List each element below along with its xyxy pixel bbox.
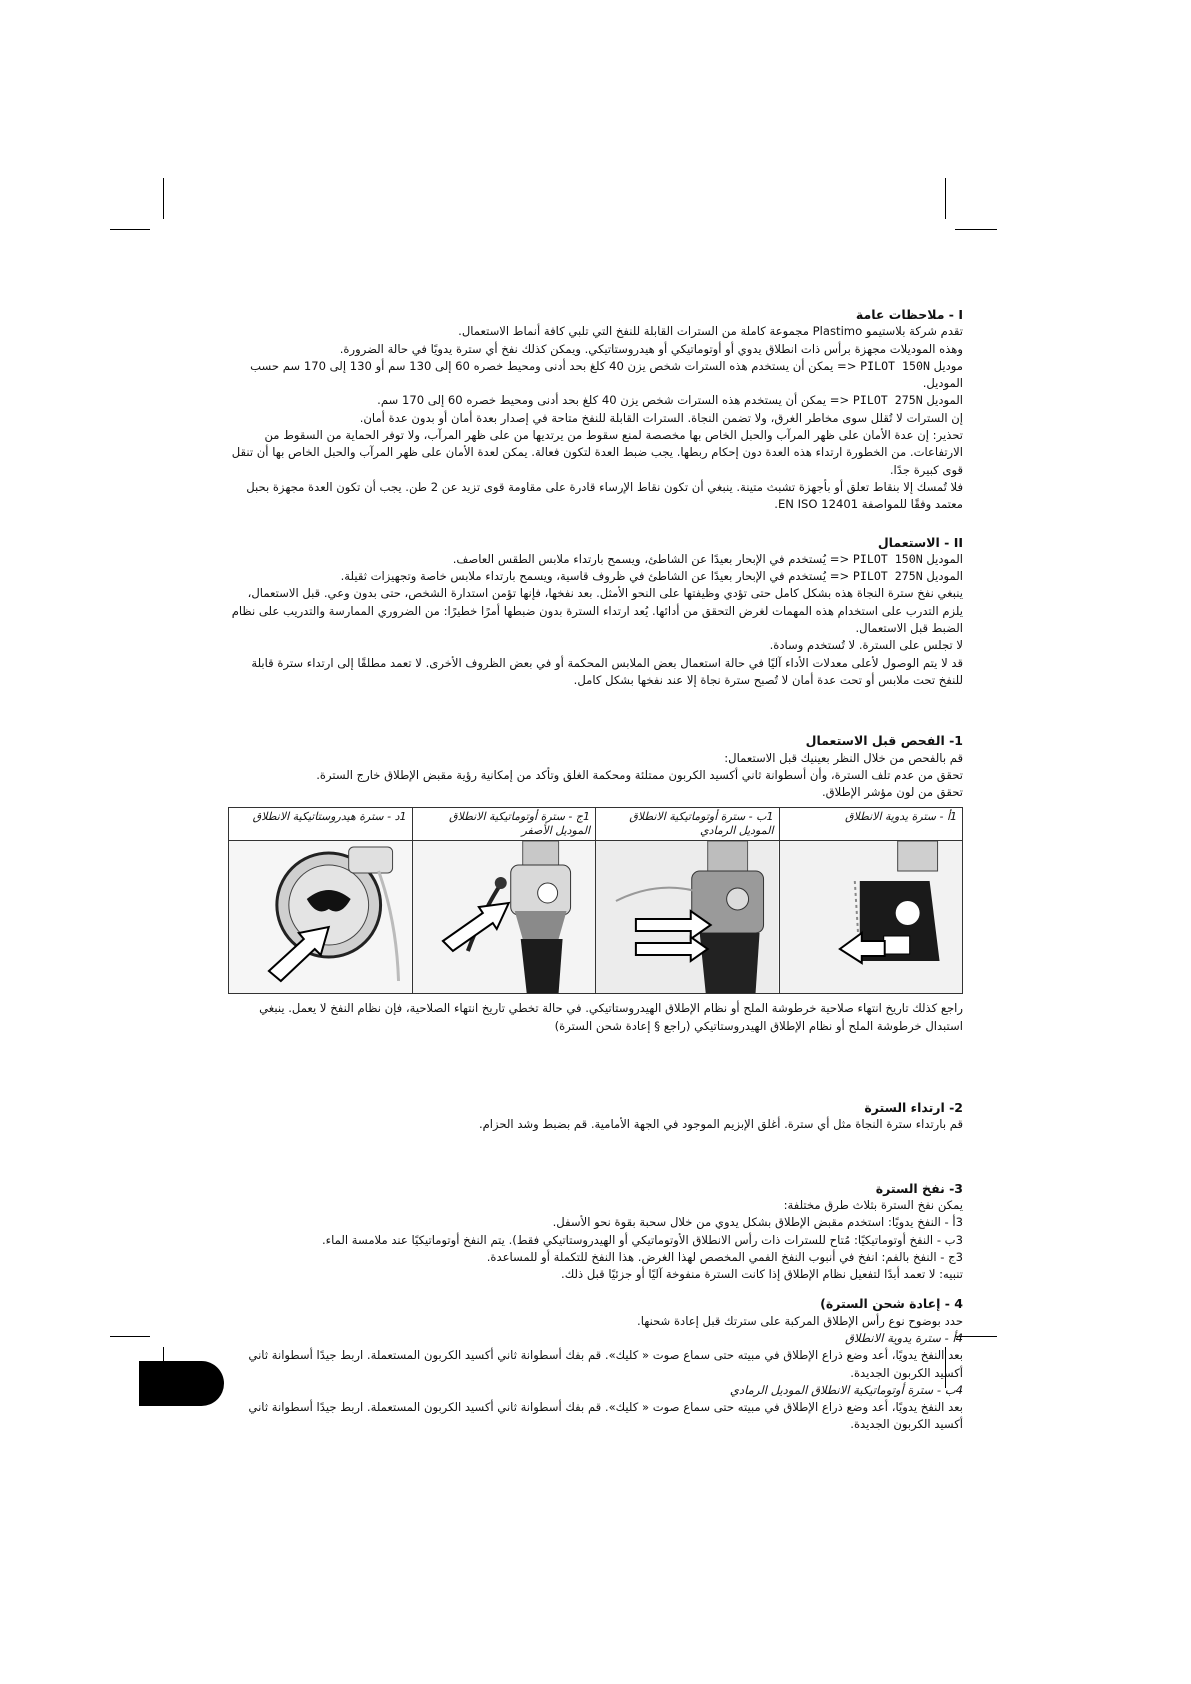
paragraph: تحقق من عدم تلف السترة، وأن أسطوانة ثاني أكسيد الكربون ممتلئة ومحكمة الغلق وتأكد من إمكانية رؤية مقبض الإطلاق خارج السترة. xyxy=(316,767,963,782)
paragraph: يمكن نفخ السترة بثلاث طرق مختلفة: xyxy=(783,1197,963,1212)
paragraph: قم بالفحص من خلال النظر بعينيك قبل الاستعمال: xyxy=(724,750,963,765)
usage-150-line xyxy=(228,551,963,568)
model-text: <= يمكن أن يستخدم هذه السترات شخص يزن 40 كلغ بحد أدنى ومحيط خصره 60 إلى 170 سم. xyxy=(377,393,850,408)
model-lead: موديل xyxy=(933,358,963,373)
crop-mark xyxy=(110,1336,150,1337)
manual-release-head-image xyxy=(780,841,963,993)
crop-mark xyxy=(163,178,164,219)
model-lead: الموديل xyxy=(926,551,963,566)
figure-cell xyxy=(412,808,596,994)
subheading: 4ب - سترة أوتوماتيكية الانطلاق الموديل الرمادي xyxy=(729,1382,963,1397)
model-text: <= يُستخدم في الإبحار بعيدًا عن الشاطئ، ويسمح بارتداء ملابس الطقس العاصف. xyxy=(452,551,850,566)
figure-cell xyxy=(229,808,413,994)
paragraph: 3ب - النفخ أوتوماتيكيًا: مُتاح للسترات ذات رأس الانطلاق الأوتوماتيكي أو الهيدروستاتيكي فقط). يتم النفخ أوتوماتيكيًا عند ملامسة الماء. xyxy=(321,1232,963,1247)
hydrostatic-head-image xyxy=(229,841,412,993)
paragraph: لا تجلس على السترة. لا تُستخدم وسادة. xyxy=(769,638,963,653)
model-name: PILOT 275N xyxy=(852,569,923,584)
crop-mark xyxy=(955,229,997,230)
section-heading: 2- ارتداء السترة xyxy=(864,1100,963,1116)
figure-table xyxy=(228,807,963,994)
paragraph: وهذه الموديلات مجهزة برأس ذات انطلاق يدوي أو أوتوماتيكي أو هيدروستاتيكي. ويمكن كذلك نفخ أي سترة يدويًا في حالة الضرورة. xyxy=(339,341,963,356)
paragraph: حدد بوضوح نوع رأس الإطلاق المركبة على سترتك قبل إعادة شحنها. xyxy=(637,1313,963,1328)
model-lead: الموديل xyxy=(926,569,963,584)
figure-caption: 1د - سترة هيدروستاتيكية الانطلاق xyxy=(229,808,412,841)
figure-caption: 1ب - سترة أوتوماتيكية الانطلاق الموديل الرمادي xyxy=(596,808,779,841)
figure-caption: 1أ - سترة يدوية الانطلاق xyxy=(780,808,963,841)
warning-paragraph: تحذير: إن عدة الأمان على ظهر المرآب والحبل الخاص بها مخصصة لمنع سقوط من يرتديها من على ظهر المرآب، ولا توفر الحماية من السقوط من الارتفاعات. من الخطورة ارتداء هذه العدة دون إحكام ربطها. يجب ضبط العدة لتكون فعالة. يمكن لعدة الأمان على ظهر المرآب والحبل الخاص بها أن تنقل قوى كبيرة جدًا. xyxy=(231,428,963,477)
paragraph: فلا تُمسك إلا بنقاط تعلق أو بأجهزة تشبث متينة. ينبغي أن تكون نقاط الإرساء قادرة على مقاومة قوى تزيد عن 2 طن. يجب أن تكون العدة مجهزة بحبل معتمد وفقًا للمواصفة EN ISO 12401. xyxy=(246,479,963,512)
figure-cell xyxy=(779,808,963,994)
paragraph: بعد النفخ يدويًا، أعد وضع ذراع الإطلاق في مبيته حتى سماع صوت « كليك». قم بفك أسطوانة ثاني أكسيد الكربون المستعملة. اربط جيدًا أسطوانة ثاني أكسيد الكربون الجديدة. xyxy=(248,1348,963,1380)
section-heading: 1- الفحص قبل الاستعمال xyxy=(805,733,963,749)
usage-275-line xyxy=(228,568,963,585)
page-tab-marker xyxy=(139,1361,224,1406)
automatic-yellow-head-image xyxy=(413,841,596,993)
section-heading: 3- نفخ السترة xyxy=(875,1180,963,1196)
paragraph: 3ج - النفخ بالفم: انفخ في أنبوب النفخ الفمي المخصص لهذا الغرض. هذا النفخ للتكملة أو للمساعدة. xyxy=(486,1249,963,1264)
model-name: PILOT 275N xyxy=(852,393,923,408)
automatic-grey-head-image xyxy=(596,841,779,993)
paragraph: تقدم شركة بلاستيمو Plastimo مجموعة كاملة من السترات القابلة للنفخ التي تلبي كافة أنماط الاستعمال. xyxy=(458,324,963,339)
paragraph: ينبغي نفخ سترة النجاة هذه بشكل كامل حتى تؤدي وظيفتها على النحو الأمثل. بعد نفخها، فإنها تؤمن استدارة الشخص، حتى بدون وعي. قبل الاستعمال، يلزم التدرب على استخدام هذه المهمات لغرض التحقق من أدائها. يُعد ارتداء السترة بدون ضبطها أمرًا خطيرًا: من الضروري الممارسة والتدريب على نظام الضبط قبل الاستعمال. xyxy=(231,586,963,636)
paragraph: تحقق من لون مؤشر الإطلاق. xyxy=(821,785,963,800)
paragraph: قد لا يتم الوصول لأعلى معدلات الأداء آليًا في حالة استعمال بعض الملابس المحكمة أو في بعض الظروف الأخرى. لا تعمد مطلقًا إلى ارتداء سترة قابلة للنفخ تحت ملابس أو تحت عدة أمان لا تُصبح سترة نجاة إلا عند نفخها بشكل كامل. xyxy=(251,655,963,687)
paragraph: قم بارتداء سترة النجاة مثل أي سترة. أغلق الإبزيم الموجود في الجهة الأمامية. قم بضبط وشد الحزام. xyxy=(478,1117,963,1132)
paragraph: تنبيه: لا تعمد أبدًا لتفعيل نظام الإطلاق إذا كانت السترة منفوخة آليًا أو جزئيًا قبل ذلك. xyxy=(561,1267,963,1282)
model-name: PILOT 150N xyxy=(852,551,923,566)
crop-mark xyxy=(945,178,946,219)
section-heading: 4 - إعادة شحن السترة) xyxy=(820,1296,963,1312)
model-text: <= يمكن أن يستخدم هذه السترات شخص يزن 40 كلغ بحد أدنى ومحيط خصره 60 إلى 130 سم أو 130 إلى 170 سم حسب الموديل. xyxy=(250,358,963,391)
model-lead: الموديل xyxy=(926,393,963,408)
figure-caption: 1ج - سترة أوتوماتيكية الانطلاق الموديل الأصفر xyxy=(413,808,596,841)
section-heading: I - ملاحظات عامة xyxy=(855,307,963,322)
crop-mark xyxy=(110,229,150,230)
paragraph: راجع كذلك تاريخ انتهاء صلاحية خرطوشة الملح أو نظام الإطلاق الهيدروستاتيكي. في حالة تخطي تاريخ انتهاء الصلاحية، فإن نظام النفخ لا يعمل. ينبغي استبدال خرطوشة الملح أو نظام الإطلاق الهيدروستاتيكي (راجع § إعادة شحن السترة) xyxy=(259,1001,963,1033)
paragraph: 3أ - النفخ يدويًا: استخدم مقبض الإطلاق بشكل يدوي من خلال سحبة بقوة نحو الأسفل. xyxy=(552,1215,963,1230)
figure-cell xyxy=(596,808,780,994)
paragraph: إن السترات لا تُقلل سوى مخاطر الغرق، ولا تضمن النجاة. السترات القابلة للنفخ متاحة في إصدار بعدة أمان أو بدون عدة أمان. xyxy=(359,410,963,425)
model-name: PILOT 150N xyxy=(860,358,930,373)
paragraph: بعد النفخ يدويًا، أعد وضع ذراع الإطلاق في مبيته حتى سماع صوت « كليك». قم بفك أسطوانة ثاني أكسيد الكربون المستعملة. اربط جيدًا أسطوانة ثاني أكسيد الكربون الجديدة. xyxy=(248,1400,963,1432)
document-body xyxy=(228,306,963,1434)
subheading: 4أ - سترة يدوية الانطلاق xyxy=(844,1330,963,1345)
model-150-line xyxy=(228,358,963,393)
section-heading: II - الاستعمال xyxy=(877,534,963,550)
model-text: <= يُستخدم في الإبحار بعيدًا عن الشاطئ في ظروف قاسية، ويسمح بارتداء ملابس خاصة وتجهيزات ثقيلة. xyxy=(340,569,850,584)
model-275-line xyxy=(228,392,963,409)
